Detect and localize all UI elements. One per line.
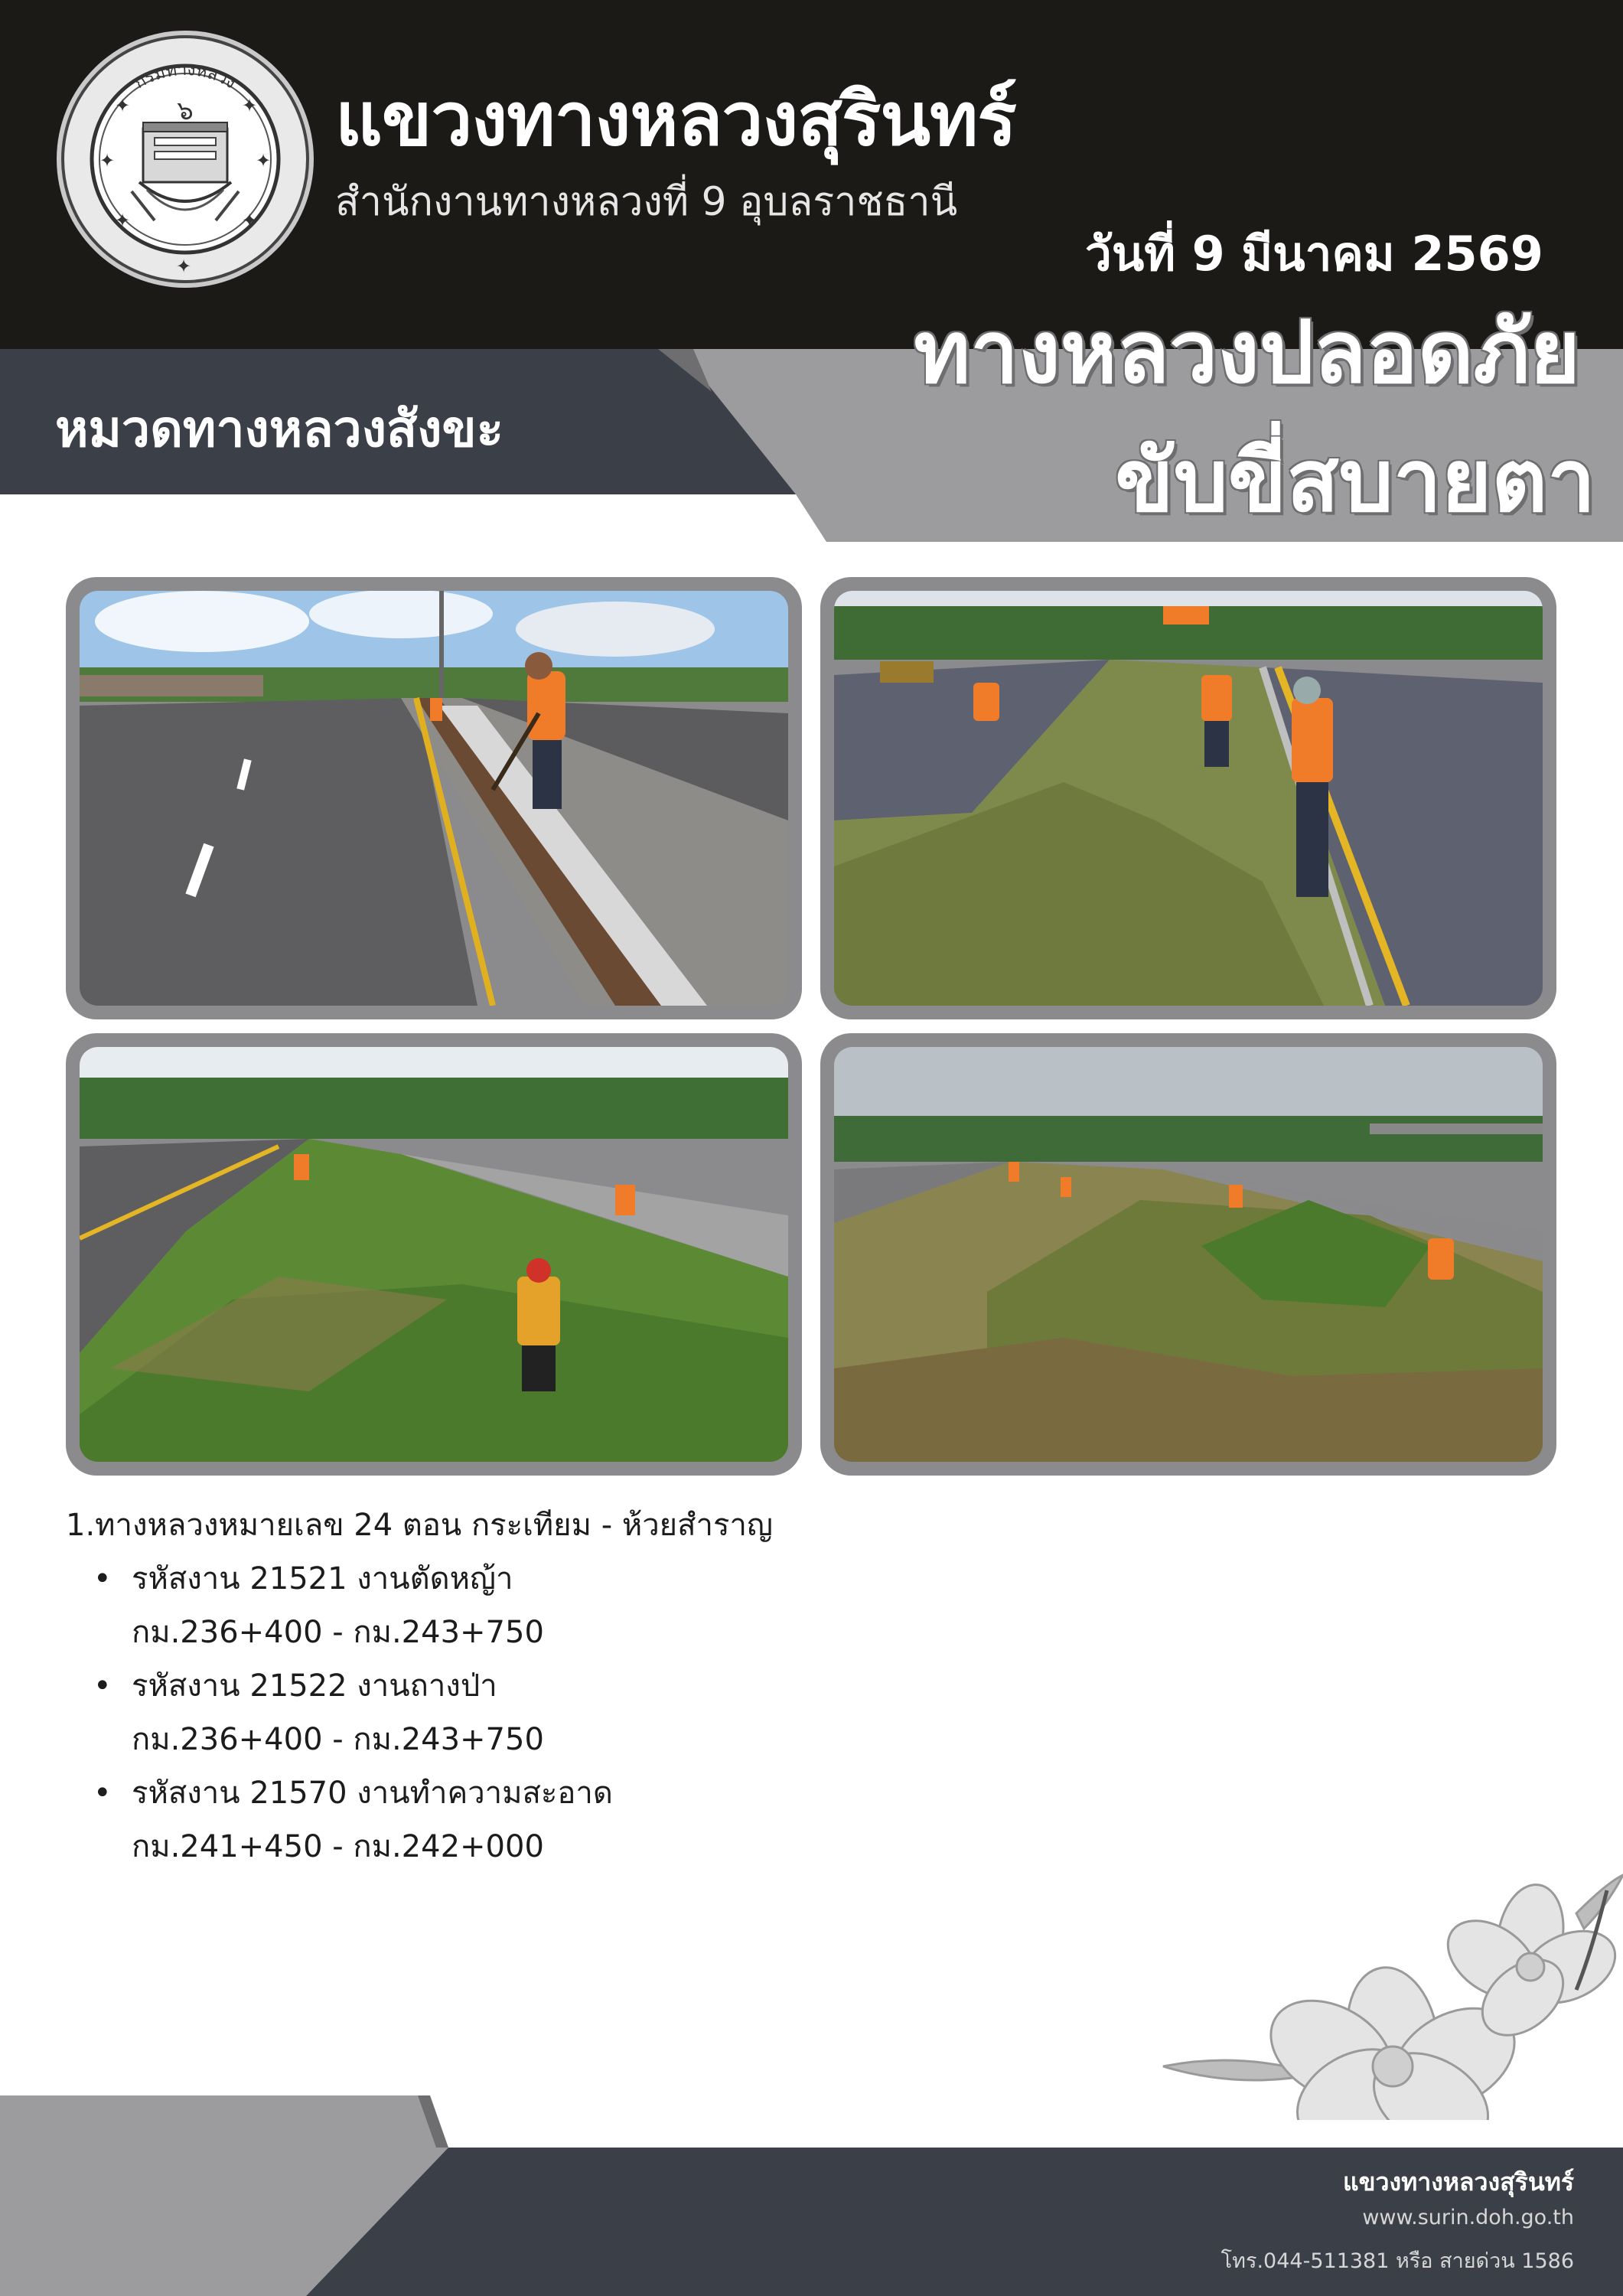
svg-text:✦: ✦ <box>99 150 116 171</box>
job-range: กม.236+400 - กม.243+750 <box>132 1615 544 1650</box>
slogan-line-2: ขับขี่สบายตา <box>1115 432 1595 531</box>
flower-decoration-icon <box>1148 1860 1623 2120</box>
svg-text:✦: ✦ <box>256 150 272 171</box>
svg-text:✦: ✦ <box>115 95 131 116</box>
photo-workers-clearing-brush <box>834 1047 1543 1462</box>
bullet-icon: • <box>93 1561 112 1596</box>
office-subtitle: สำนักงานทางหลวงที่ 9 อุบลราชธานี <box>335 179 958 225</box>
job-item <box>66 1552 984 1659</box>
svg-text:✦: ✦ <box>176 256 192 277</box>
office-title: แขวงทางหลวงสุรินทร์ <box>335 77 1016 162</box>
job-range: กม.241+450 - กม.242+000 <box>132 1829 544 1864</box>
report-date: วันที่ 9 มีนาคม 2569 <box>1085 226 1543 282</box>
photo-frame-4 <box>820 1033 1556 1476</box>
bullet-icon: • <box>93 1776 112 1811</box>
footer-website-link[interactable]: www.surin.doh.go.th <box>1362 2206 1574 2229</box>
job-title: รหัสงาน 21570 งานทำความสะอาด <box>132 1776 613 1811</box>
bullet-icon: • <box>93 1668 112 1704</box>
job-range: กม.236+400 - กม.243+750 <box>132 1722 544 1757</box>
unit-name: หมวดทางหลวงสังขะ <box>55 400 504 458</box>
job-title: รหัสงาน 21522 งานถางป่า <box>132 1668 497 1704</box>
route-title: 1.ทางหลวงหมายเลข 24 ตอน กระเทียม - ห้วยสำราญ <box>66 1508 774 1543</box>
svg-text:✦: ✦ <box>242 210 258 231</box>
footer-office-name: แขวงทางหลวงสุรินทร์ <box>1343 2167 1574 2197</box>
photo-frame-1 <box>66 577 802 1019</box>
photo-frame-3 <box>66 1033 802 1476</box>
photo-frame-2 <box>820 577 1556 1019</box>
photo-worker-digging-median <box>80 591 788 1006</box>
svg-text:✦: ✦ <box>115 210 131 231</box>
job-item <box>66 1659 984 1766</box>
svg-text:✦: ✦ <box>242 95 258 116</box>
job-item <box>66 1766 984 1874</box>
department-seal-logo <box>55 29 315 289</box>
slogan-line-1: ทางหลวงปลอดภัย <box>914 303 1580 403</box>
work-details <box>66 1499 984 1874</box>
footer-phone: โทร.044-511381 หรือ สายด่วน 1586 <box>1221 2249 1574 2273</box>
seal-text: กรมทางหลวง <box>131 60 240 93</box>
svg-text:๖: ๖ <box>177 96 194 126</box>
photo-workers-hoeing-grass <box>834 591 1543 1006</box>
photo-workers-trimming-grass <box>80 1047 788 1462</box>
job-title: รหัสงาน 21521 งานตัดหญ้า <box>132 1561 513 1596</box>
